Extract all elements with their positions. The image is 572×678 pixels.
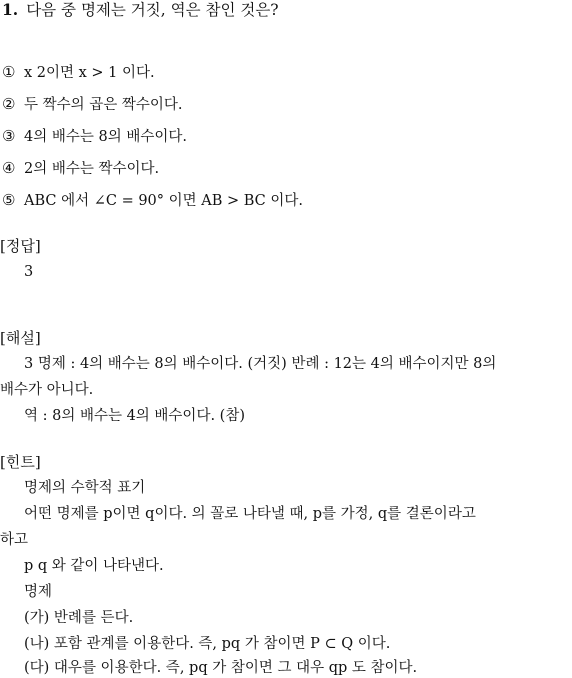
option-5-text: ABC 에서 ∠C = 90° 이면 AB > BC 이다. [24, 193, 304, 209]
hint-line-4: p q 와 같이 나타낸다. [24, 558, 164, 574]
option-4[interactable] [2, 158, 159, 179]
question-number: 1. [2, 0, 19, 19]
explanation-line-3: 역 : 8의 배수는 4의 배수이다. (참) [24, 408, 245, 424]
option-3[interactable] [2, 126, 187, 147]
answer-value: 3 [24, 264, 34, 280]
option-2[interactable] [2, 94, 183, 115]
hint-line-2: 어떤 명제를 p이면 q이다. 의 꼴로 나타낼 때, p를 가정, q를 결론이라고 [24, 506, 476, 522]
option-4-mark: ④ [2, 159, 16, 177]
option-2-text: 두 짝수의 곱은 짝수이다. [24, 97, 183, 113]
hint-line-8: (다) 대우를 이용한다. 즉, pq 가 참이면 그 대우 qp 도 참이다. [24, 660, 418, 676]
hint-line-1: 명제의 수학적 표기 [24, 480, 146, 496]
explanation-header: [해설] [0, 329, 41, 347]
option-4-text: 2의 배수는 짝수이다. [24, 161, 160, 177]
question-text: 다음 중 명제는 거짓, 역은 참인 것은? [26, 1, 279, 19]
hint-header: [힌트] [0, 453, 41, 471]
question-title [2, 0, 279, 20]
option-2-mark: ② [2, 95, 16, 113]
option-5-mark: ⑤ [2, 191, 16, 209]
option-3-text: 4의 배수는 8의 배수이다. [24, 129, 187, 145]
option-3-mark: ③ [2, 127, 16, 145]
answer-header: [정답] [0, 237, 41, 255]
option-1-mark: ① [2, 63, 16, 81]
explanation-line-2: 배수가 아니다. [0, 382, 94, 398]
option-1[interactable] [2, 62, 155, 83]
explanation-line-1: 3 명제 : 4의 배수는 8의 배수이다. (거짓) 반례 : 12는 4의 배수이지만 8의 [24, 356, 497, 372]
option-5[interactable] [2, 190, 303, 211]
hint-line-5: 명제 [24, 584, 53, 600]
hint-line-7: (나) 포함 관계를 이용한다. 즉, pq 가 참이면 P ⊂ Q 이다. [24, 636, 391, 652]
hint-line-3: 하고 [0, 532, 29, 548]
option-1-text: x 2이면 x > 1 이다. [24, 65, 155, 81]
hint-line-6: (가) 반례를 든다. [24, 610, 134, 626]
